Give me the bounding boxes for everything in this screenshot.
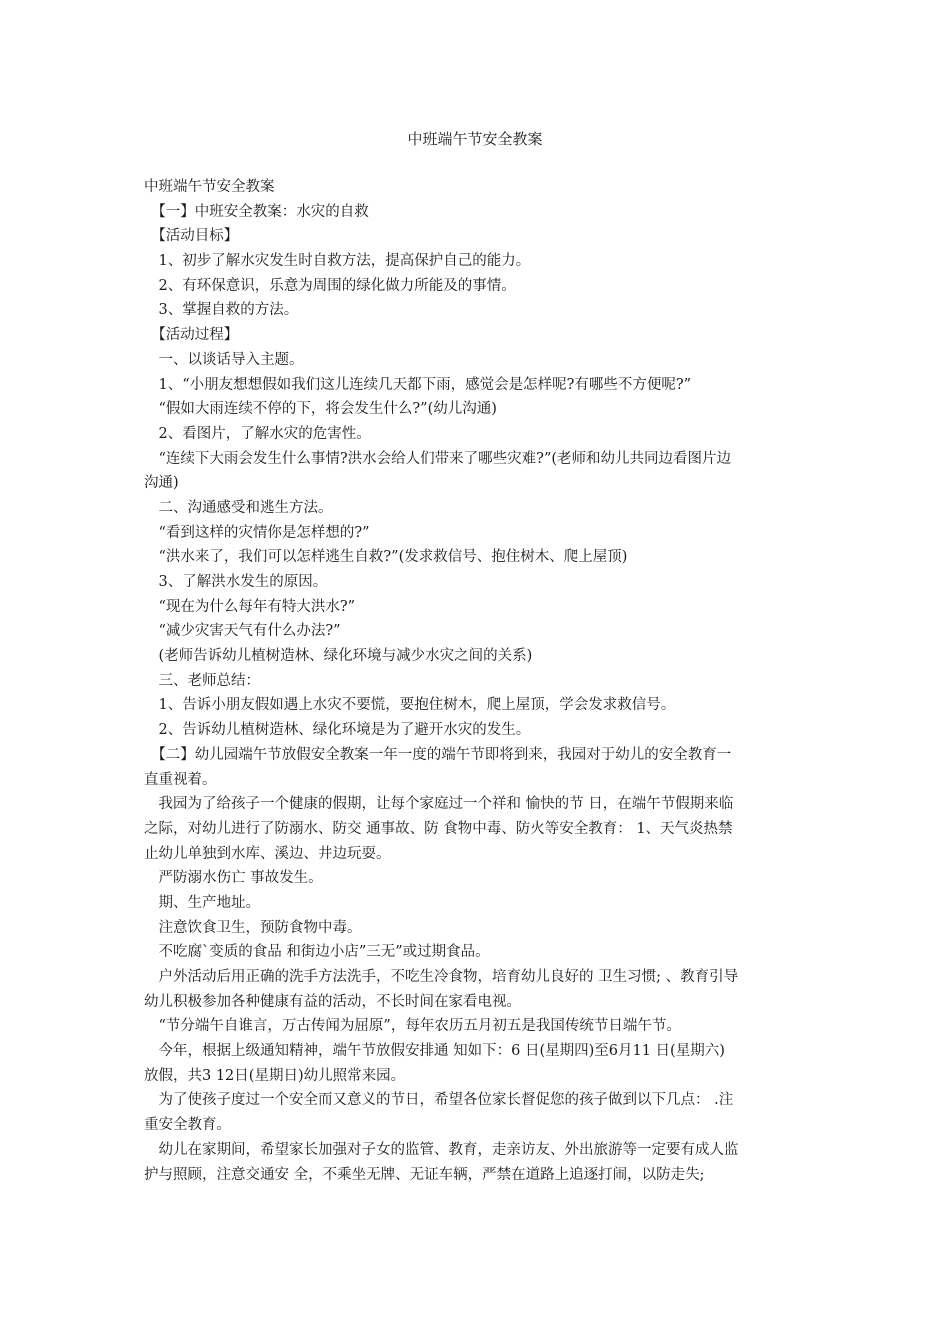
text-line: 1、告诉小朋友假如遇上水灾不要慌，要抱住树木，爬上屋顶，学会发求救信号。 — [144, 697, 676, 714]
text-line: 直重视着。 — [144, 771, 217, 788]
text-line: 护与照顾，注意交通安 全，不乘坐无牌、无证车辆，严禁在道路上追逐打闹，以防走失; — [144, 1166, 705, 1183]
text-line: 3、了解洪水发生的原因。 — [144, 574, 328, 590]
text-line: 2、有环保意识，乐意为周围的绿化做力所能及的事情。 — [144, 277, 516, 294]
document-body — [144, 175, 806, 1187]
text-line: 不吃腐`变质的食品 和街边小店”三无”或过期食品。 — [144, 944, 490, 961]
text-line: “假如大雨连续不停的下，将会发生什么?”(幼儿沟通) — [144, 401, 497, 418]
text-line: “洪水来了，我们可以怎样逃生自救?”(发求救信号、抱住树木、爬上屋顶) — [144, 549, 628, 566]
text-line: 【活动目标】 — [144, 228, 239, 245]
text-line: 2、看图片，了解水灾的危害性。 — [144, 425, 371, 442]
document-title: 中班端午节安全教案 — [407, 130, 543, 148]
text-line: 三、老师总结： — [144, 672, 260, 689]
text-line: 二、沟通感受和逃生方法。 — [144, 499, 333, 516]
text-line: 重安全教育。 — [144, 1117, 231, 1134]
text-line: “看到这样的灾情你是怎样想的?” — [144, 524, 370, 541]
text-line: 止幼儿单独到水库、溪边、井边玩耍。 — [144, 845, 391, 862]
text-line: 幼儿在家期间，希望家长加强对子女的监管、教育，走亲访友、外出旅游等一定要有成人监 — [144, 1141, 739, 1158]
text-line: 【一】中班安全教案：水灾的自救 — [144, 203, 369, 220]
text-line: 1、初步了解水灾发生时自救方法，提高保护自己的能力。 — [144, 253, 531, 270]
text-line: 2、告诉幼儿植树造林、绿化环境是为了避开水灾的发生。 — [144, 722, 531, 739]
text-line: 【二】幼儿园端午节放假安全教案一年一度的端午节即将到来，我园对于幼儿的安全教育一 — [144, 746, 732, 763]
text-line: “减少灾害天气有什么办法?” — [144, 623, 341, 640]
text-line: 中班端午节安全教案 — [144, 179, 275, 195]
text-line: 沟通) — [144, 475, 179, 492]
text-line: 3、掌握自救的方法。 — [144, 302, 299, 319]
text-line: 之际，对幼儿进行了防溺水、防交 通事故、防 食物中毒、防火等安全教育： 1、天气炎热禁 — [144, 820, 733, 837]
text-line: 期、生产地址。 — [144, 894, 260, 911]
text-line: “节分端午自谁言，万古传闻为屈原”，每年农历五月初五是我国传统节日端午节。 — [144, 1018, 681, 1035]
text-line: 一、以谈话导入主题。 — [144, 351, 304, 368]
text-line: 1、“小朋友想想假如我们这儿连续几天都下雨，感觉会是怎样呢?有哪些不方便呢?” — [144, 376, 692, 393]
text-line: “连续下大雨会发生什么事情?洪水会给人们带来了哪些灾难?”(老师和幼儿共同边看图片边 — [144, 450, 732, 467]
text-line: 幼儿积极参加各种健康有益的活动，不长时间在家看电视。 — [144, 993, 521, 1010]
text-line: 我园为了给孩子一个健康的假期，让每个家庭过一个祥和 愉快的节 日，在端午节假期来临 — [144, 796, 734, 813]
text-line: (老师告诉幼儿植树造林、绿化环境与减少水灾之间的关系) — [144, 648, 533, 665]
text-line: “现在为什么每年有特大洪水?” — [144, 598, 356, 615]
text-line: 注意饮食卫生，预防食物中毒。 — [144, 919, 362, 936]
text-line: 为了使孩子度过一个安全而又意义的节日，希望各位家长督促您的孩子做到以下几点： .注 — [144, 1092, 734, 1109]
text-line: 户外活动后用正确的洗手方法洗手，不吃生冷食物，培育幼儿良好的 卫生习惯; 、教育引导 — [144, 969, 739, 985]
text-line: 严防溺水伤亡 事故发生。 — [144, 870, 323, 887]
text-line: 今年，根据上级通知精神，端午节放假安排通 知如下：6 日(星期四)至6月11 日(星期六) — [144, 1043, 725, 1060]
text-line: 【活动过程】 — [144, 327, 239, 344]
text-line: 放假，共3 12日(星期日)幼儿照常来园。 — [144, 1067, 406, 1084]
